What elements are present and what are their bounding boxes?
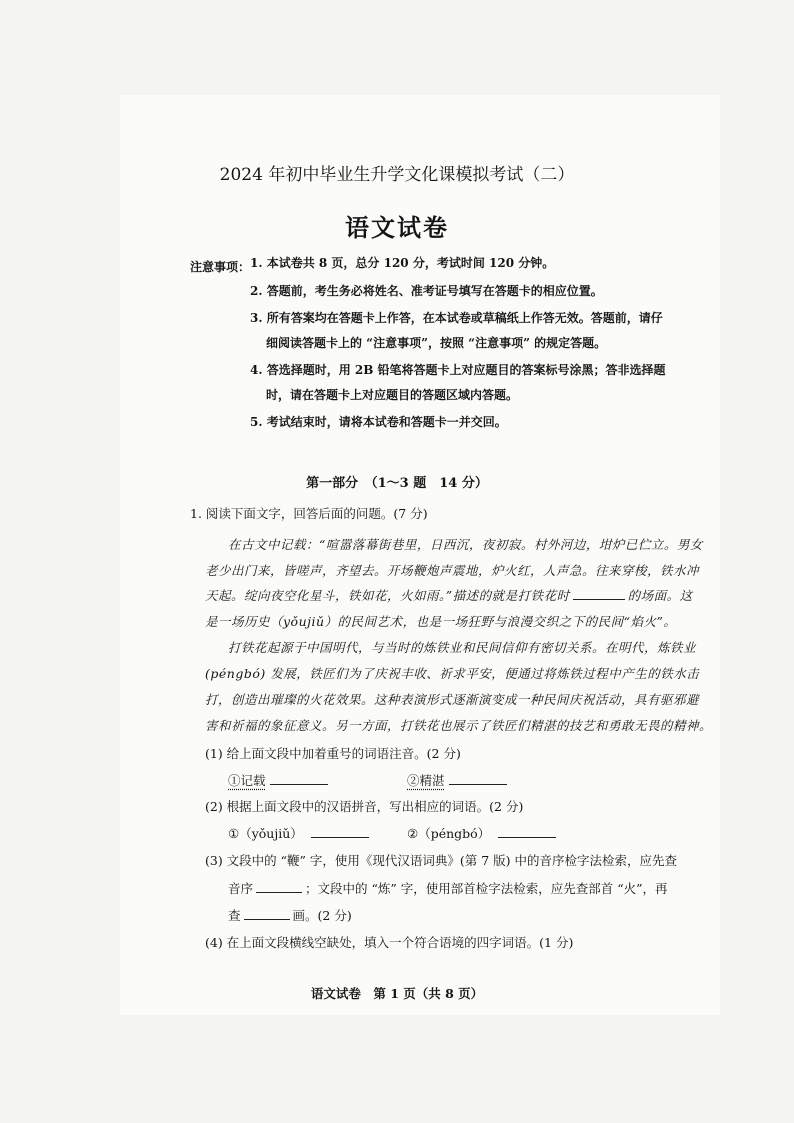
passage-line — [205, 586, 693, 604]
subquestion-text: 音序 — [228, 881, 254, 896]
passage-line: 害和祈福的象征意义。另一方面，打铁花也展示了铁匠们精湛的技艺和勇敢无畏的精神。 — [205, 718, 713, 733]
passage-line: 老少出门来，皆嗟声，齐望去。开场鞭炮声震地，炉火红，人声急。往来穿梭，铁水冲 — [205, 563, 700, 578]
notice-item: 4. 答选择题时，用 2B 铅笔将答题卡上对应题目的答案标号涂黑；答非选择题 — [250, 363, 666, 377]
passage-text: 天起。绽向夜空化星斗，铁如花，火如雨。”描述的就是打铁花时 — [205, 588, 570, 603]
subquestion-text: 查 — [228, 908, 241, 923]
answer-row — [407, 771, 507, 789]
subquestion-line — [228, 879, 668, 897]
passage-line: 打，创造出璀璨的火花效果。这种表演形式逐渐演变成一种民间庆祝活动，具有驱邪避 — [205, 692, 700, 707]
section-heading: 第一部分 （1～3 题 14 分） — [306, 476, 488, 491]
answer-blank[interactable] — [498, 825, 556, 838]
answer-row — [407, 824, 556, 842]
answer-row — [228, 824, 369, 842]
answer-blank[interactable] — [449, 772, 507, 785]
notice-item: 时，请在答题卡上对应题目的答题区域内答题。 — [266, 388, 519, 402]
passage-line: 在古文中记载：“喧嚣落幕街巷里，日西沉，夜初寂。村外河边，坩炉已伫立。男女 — [228, 537, 703, 552]
subquestion: (4) 在上面文段横线空缺处，填入一个符合语境的四字词语。(1 分) — [205, 935, 574, 950]
answer-label: ②（péngbó） — [407, 826, 491, 841]
notice-item: 1. 本试卷共 8 页，总分 120 分，考试时间 120 分钟。 — [250, 256, 555, 270]
exam-subtitle: 语文试卷 — [345, 213, 449, 242]
notice-item: 3. 所有答案均在答题卡上作答，在本试卷或草稿纸上作答无效。答题前，请仔 — [250, 311, 663, 325]
page-footer: 语文试卷 第 1 页（共 8 页） — [310, 986, 484, 1001]
subquestion-line — [228, 906, 352, 924]
passage-line: 打铁花起源于中国明代，与当时的炼铁业和民间信仰有密切关系。在明代，炼铁业 — [228, 640, 697, 655]
subquestion: (3) 文段中的 “鞭” 字，使用《现代汉语词典》(第 7 版) 中的音序检字法检索，应先查 — [205, 853, 678, 868]
answer-label: ①（yǒujiǔ） — [228, 826, 303, 841]
answer-blank[interactable] — [256, 880, 302, 893]
notice-item: 5. 考试结束时，请将本试卷和答题卡一并交回。 — [250, 415, 507, 429]
subquestion-text: ；文段中的 “炼” 字，使用部首检字法检索，应先查部首 “火”，再 — [305, 881, 668, 896]
subquestion: (1) 给上面文段中加着重号的词语注音。(2 分) — [205, 746, 461, 761]
answer-label: ②精湛 — [407, 773, 445, 788]
notice-item: 细阅读答题卡上的 “注意事项”，按照 “注意事项” 的规定答题。 — [266, 336, 607, 350]
passage-line: 是一场历史（yǒujiǔ）的民间艺术，也是一场狂野与浪漫交织之下的民间“焰火”。 — [205, 614, 677, 629]
answer-blank[interactable] — [244, 907, 290, 920]
answer-blank[interactable] — [311, 825, 369, 838]
answer-blank[interactable] — [270, 772, 328, 785]
notice-label: 注意事项： — [190, 260, 251, 274]
passage-text: 的场面。这 — [627, 588, 693, 603]
subquestion-text: 画。(2 分) — [292, 908, 352, 923]
answer-label: ①记载 — [228, 773, 266, 788]
subquestion: (2) 根据上面文段中的汉语拼音，写出相应的词语。(2 分) — [205, 799, 524, 814]
question-stem: 1. 阅读下面文字，回答后面的问题。(7 分) — [190, 506, 428, 521]
passage-line: (péngbó) 发展，铁匠们为了庆祝丰收、祈求平安，便通过将炼铁过程中产生的铁水击 — [205, 666, 700, 681]
exam-title: 2024 年初中毕业生升学文化课模拟考试（二） — [219, 165, 575, 185]
notice-item: 2. 答题前，考生务必将姓名、准考证号填写在答题卡的相应位置。 — [250, 284, 603, 298]
answer-row — [228, 771, 328, 789]
fill-blank[interactable] — [573, 587, 625, 600]
